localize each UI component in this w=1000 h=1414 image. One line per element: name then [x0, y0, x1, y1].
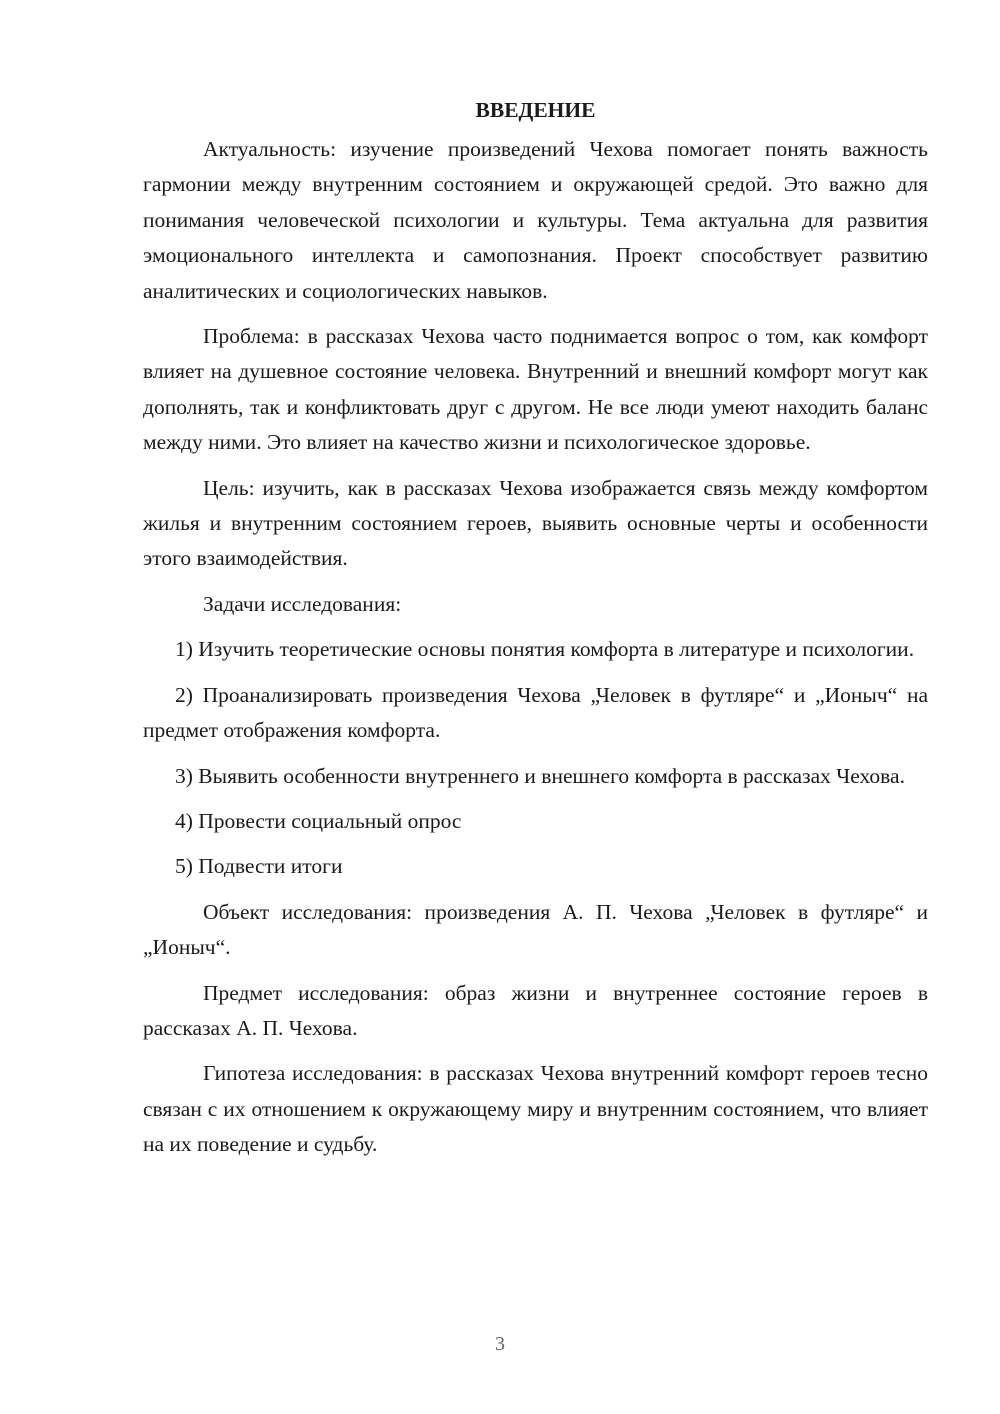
paragraph-subject: Предмет исследования: образ жизни и внутреннее состояние героев в рассказах А. П. Чехова. — [143, 980, 928, 1040]
task-item-2: 2) Проанализировать произведения Чехова „Человек в футляре“ и „Ионыч“ на предмет отображения комфорта. — [143, 682, 928, 743]
document-page — [143, 92, 928, 1173]
task-item-4: 4) Провести социальный опрос — [175, 808, 462, 833]
paragraph-problem: Проблема: в рассказах Чехова часто поднимается вопрос о том, как комфорт влияет на душевное состояние человека. Внутренний и внешний комфорт могут как дополнять, так и конфликтовать друг с другом. Не все люди умеют находить баланс между ними. Это влияет на качество жизни и психологическое здоровье. — [143, 324, 928, 455]
section-title: ВВЕДЕНИЕ — [475, 98, 596, 122]
task-item-5: 5) Подвести итоги — [175, 854, 343, 879]
paragraph-goal: Цель: изучить, как в рассказах Чехова изображается связь между комфортом жилья и внутренним состоянием героев, выявить основные черты и особенности этого взаимодействия. — [143, 475, 928, 571]
paragraph-relevance: Актуальность: изучение произведений Чехова помогает понять важность гармонии между внутренним состоянием и окружающей средой. Это важно для понимания человеческой психологии и культуры. Тема актуальна для развития эмоционального интеллекта и самопознания. Проект способствует развитию аналитических и социологических навыков. — [143, 137, 928, 303]
paragraph-hypothesis: Гипотеза исследования: в рассказах Чехова внутренний комфорт героев тесно связан с их отношением к окружающему миру и внутренним состоянием, что влияет на их поведение и судьбу. — [143, 1061, 928, 1157]
page-number: 3 — [495, 1333, 505, 1355]
task-item-1: 1) Изучить теоретические основы понятия комфорта в литературе и психологии. — [175, 637, 915, 662]
paragraph-tasks-heading: Задачи исследования: — [203, 591, 402, 616]
paragraph-object: Объект исследования: произведения А. П. Чехова „Человек в футляре“ и „Ионыч“. — [143, 899, 928, 960]
task-item-3: 3) Выявить особенности внутреннего и внешнего комфорта в рассказах Чехова. — [175, 763, 905, 788]
